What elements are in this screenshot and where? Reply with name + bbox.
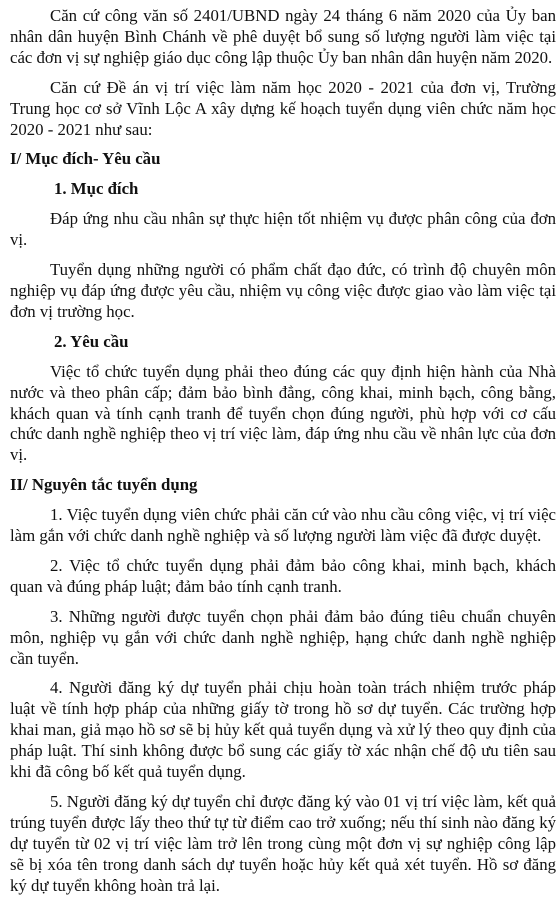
section-1-subheading-purpose: 1. Mục đích [54, 179, 139, 199]
section-2-heading: II/ Nguyên tắc tuyển dụng [10, 475, 198, 495]
principle-paragraph-1: 1. Việc tuyển dụng viên chức phải căn cứ vào nhu cầu công việc, vị trí việc làm gắn với chức danh nghề nghiệp và số lượng người làm việc đã được duyệt. [10, 505, 556, 546]
principle-paragraph-3: 3. Những người được tuyển chọn phải đảm bảo đúng tiêu chuẩn chuyên môn, nghiệp vụ gắn với chức danh nghề nghiệp, hạng chức danh nghề nghiệp cần tuyển. [10, 606, 556, 668]
principle-paragraph-5: 5. Người đăng ký dự tuyển chỉ được đăng ký vào 01 vị trí việc làm, kết quả trúng tuyển được lấy theo thứ tự từ điểm cao trở xuống; nếu thí sinh nào đăng ký dự tuyển từ 02 vị trí việc làm trở lên trong cùng một đơn vị sự nghiệp công lập sẽ bị xóa tên trong danh sách dự tuyển hoặc hủy kết quả xét tuyển. Hồ sơ đăng ký dự tuyển không hoàn trả lại. [10, 792, 556, 895]
section-1-subheading-requirements: 2. Yêu cầu [54, 331, 129, 351]
principle-paragraph-2: 2. Việc tổ chức tuyển dụng phải đảm bảo công khai, minh bạch, khách quan và đúng pháp luật; đảm bảo tính cạnh tranh. [10, 555, 556, 596]
purpose-paragraph-2: Tuyển dụng những người có phẩm chất đạo đức, có trình độ chuyên môn nghiệp vụ đáp ứng được yêu cầu, nhiệm vụ công việc được giao vào làm việc tại đơn vị trường học. [10, 260, 556, 321]
intro-paragraph-2: Căn cứ Đề án vị trí việc làm năm học 2020 - 2021 của đơn vị, Trường Trung học cơ sở Vĩnh Lộc A xây dựng kế hoạch tuyển dụng viên chức năm học 2020 - 2021 như sau: [10, 77, 556, 139]
purpose-paragraph-1: Đáp ứng nhu cầu nhân sự thực hiện tốt nhiệm vụ được phân công của đơn vị. [10, 209, 556, 250]
requirements-paragraph-1: Việc tổ chức tuyển dụng phải theo đúng các quy định hiện hành của Nhà nước và theo phân cấp; đảm bảo bình đẳng, công khai, minh bạch, công bằng, khách quan và tính cạnh tranh để tuyển chọn đúng người, phù hợp với cơ cấu chức danh nghề nghiệp theo vị trí việc làm, đáp ứng nhu cầu về nhân lực của đơn vị. [10, 361, 556, 465]
section-1-heading: I/ Mục đích- Yêu cầu [10, 149, 161, 169]
principle-paragraph-4: 4. Người đăng ký dự tuyển phải chịu hoàn toàn trách nhiệm trước pháp luật về tính hợp pháp của những giấy tờ trong hồ sơ dự tuyển. Các trường hợp khai man, giả mạo hồ sơ sẽ bị hủy kết quả tuyển dụng và xử lý theo quy định của pháp luật. Thí sinh không được bổ sung các giấy tờ xác nhận chế độ ưu tiên sau khi đã công bố kết quả tuyển dụng. [10, 678, 556, 782]
intro-paragraph-1: Căn cứ công văn số 2401/UBND ngày 24 tháng 6 năm 2020 của Ủy ban nhân dân huyện Bình Chánh về phê duyệt bổ sung số lượng người làm việc tại các đơn vị sự nghiệp giáo dục công lập thuộc Ủy ban nhân dân huyện năm 2020. [10, 6, 556, 67]
